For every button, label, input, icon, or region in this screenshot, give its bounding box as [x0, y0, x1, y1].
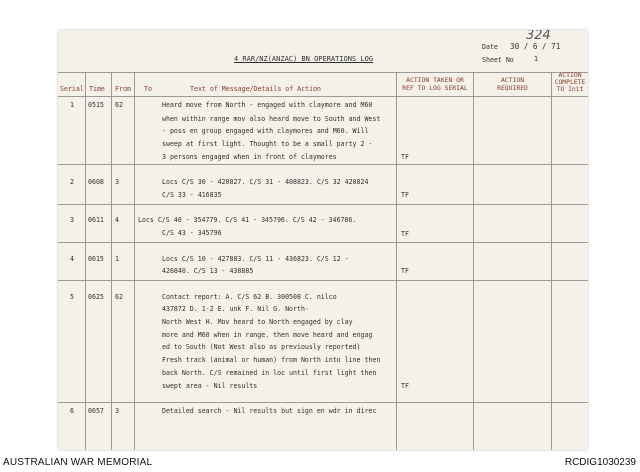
- entry-from: 3: [115, 178, 119, 186]
- entry-action-taken: TF: [401, 230, 409, 238]
- entry-text-line: 426840. C/S 13 - 438885: [162, 267, 254, 275]
- log-sheet: [58, 30, 588, 450]
- entry-text-line: more and M60 when in range. then move heard and engag: [162, 331, 373, 339]
- entry-from: 1: [115, 255, 119, 263]
- entry-text-line: back North. C/S remained in loc until first light then: [162, 369, 377, 377]
- column-divider: [551, 72, 552, 450]
- entry-time: 0625: [88, 293, 104, 301]
- column-divider: [396, 72, 397, 450]
- serial-header: Serial: [60, 85, 84, 93]
- entry-serial: 2: [70, 178, 74, 186]
- entry-time: 0515: [88, 101, 104, 109]
- column-divider: [473, 72, 474, 450]
- entry-text-line: Heard move from North - engaged with claymore and M60: [162, 101, 373, 109]
- entry-time: 0611: [88, 216, 104, 224]
- entry-time: 0615: [88, 255, 104, 263]
- row-rule: [58, 280, 588, 281]
- page-number: 324: [526, 30, 551, 43]
- row-rule: [58, 204, 588, 205]
- archive-name: AUSTRALIAN WAR MEMORIAL: [3, 457, 153, 468]
- archive-footer: [0, 454, 640, 472]
- action-taken-header: ACTION TAKEN OR REF TO LOG SERIAL: [402, 76, 468, 92]
- column-divider: [111, 72, 112, 450]
- row-rule: [58, 402, 588, 403]
- entry-text-line: when within range mov also heard move to South and West: [162, 115, 381, 123]
- entry-from: 4: [115, 216, 119, 224]
- time-header: Time: [89, 85, 105, 93]
- sheet-value: 1: [534, 55, 538, 63]
- action-required-header: ACTION REQUIRED: [497, 76, 528, 92]
- entry-action-taken: TF: [401, 191, 409, 199]
- column-divider: [85, 72, 86, 450]
- header-rule: [58, 96, 588, 97]
- entry-from: 3: [115, 407, 119, 415]
- from-header: From: [115, 85, 131, 93]
- entry-action-taken: TF: [401, 153, 409, 161]
- entry-time: 0608: [88, 178, 104, 186]
- entry-text-line: Locs C/S 30 - 420827. C/S 31 - 408823. C/S 32 420824: [162, 178, 369, 186]
- entry-serial: 1: [70, 101, 74, 109]
- entry-text-line: 437872 D. 1-2 E. unk F. Nil G. North-: [162, 305, 309, 313]
- action-complete-header: ACTION COMPLETE TO Init: [554, 71, 586, 93]
- column-divider: [134, 72, 135, 450]
- text-header: Text of Message/Details of Action: [190, 85, 322, 93]
- table-top-rule: [58, 72, 588, 73]
- entry-text-line: ed to South (Not West also as previously reported): [162, 343, 361, 351]
- entry-text-line: Detailed search - Nil results but sign en wdr in direc: [162, 407, 377, 415]
- entry-text-line: C/S 33 - 416835: [162, 191, 222, 199]
- entry-from: 62: [115, 101, 123, 109]
- date-value: 30 / 6 / 71: [510, 42, 561, 51]
- entry-action-taken: TF: [401, 267, 409, 275]
- entry-time: 0657: [88, 407, 104, 415]
- entry-text-line: Locs C/S 10 - 427883. C/S 11 - 436823. C/S 12 -: [162, 255, 349, 263]
- to-header: To: [144, 85, 152, 93]
- archive-id: RCDIG1030239: [564, 457, 636, 468]
- entry-serial: 4: [70, 255, 74, 263]
- entry-serial: 6: [70, 407, 74, 415]
- entry-text-line: swept area - Nil results: [162, 382, 258, 390]
- entry-text-line: 3 persons engaged when in front of claymores: [162, 153, 337, 161]
- entry-text-line: - poss en group engaged with claymores and M60. Will: [162, 127, 369, 135]
- log-title: 4 RAR/NZ(ANZAC) BN OPERATIONS LOG: [234, 55, 374, 63]
- entry-text-line: Fresh track (animal or human) from North into line then: [162, 356, 381, 364]
- entry-text-line: Locs C/S 40 - 354779. C/S 41 - 345796. C/S 42 - 346786.: [138, 216, 357, 224]
- entry-action-taken: TF: [401, 382, 409, 390]
- sheet-label: Sheet No: [482, 56, 514, 64]
- entry-serial: 3: [70, 216, 74, 224]
- date-label: Date: [482, 43, 498, 51]
- entry-serial: 5: [70, 293, 74, 301]
- entry-text-line: sweep at first light. Thought to be a small party 2 -: [162, 140, 373, 148]
- row-rule: [58, 242, 588, 243]
- entry-from: 62: [115, 293, 123, 301]
- entry-text-line: North West H. Mov heard to North engaged by clay: [162, 318, 353, 326]
- entry-text-line: C/S 43 - 345796: [162, 229, 222, 237]
- entry-text-line: Contact report: A. C/S 62 B. 300508 C. nilco: [162, 293, 337, 301]
- row-rule: [58, 164, 588, 165]
